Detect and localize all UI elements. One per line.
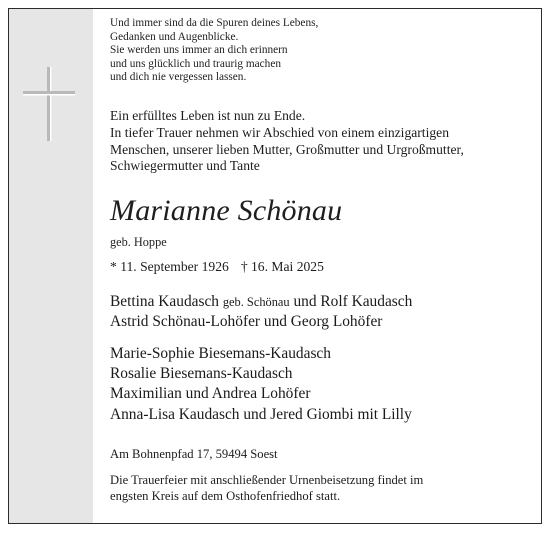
notice-line: Die Trauerfeier mit anschließender Urnenbeisetzung findet im [110,473,424,487]
grandchild-line: Rosalie Biesemans-Kaudasch [110,365,293,383]
poem-line: Sie werden uns immer an dich erinnern [110,44,288,57]
family-partner: und Rolf Kaudasch [293,293,413,310]
death-date: † 16. Mai 2025 [240,259,324,274]
poem-line: und uns glücklich und traurig machen [110,57,281,70]
grandchild-line: Anna-Lisa Kaudasch und Jered Giombi mit Lilly [110,405,412,423]
family-line [110,292,412,312]
deceased-name: Marianne Schönau [110,194,343,227]
family-maiden-note: geb. Schönau [222,295,290,309]
notice-line: engsten Kreis auf dem Osthofenfriedhof statt. [110,489,341,503]
cross-icon [23,67,75,141]
obituary-frame [8,8,542,524]
family-list [110,292,412,332]
intro-line: Ein erfülltes Leben ist nun zu Ende. [110,108,306,123]
maiden-name: geb. Hoppe [110,235,167,249]
poem-line: Gedanken und Augenblicke. [110,30,239,43]
intro-line: In tiefer Trauer nehmen wir Abschied von einem einzigartigen [110,124,449,140]
left-decorative-band [9,9,93,523]
poem [110,17,318,85]
birth-date: * 11. September 1926 [110,259,229,274]
grandchild-line: Marie-Sophie Biesemans-Kaudasch [110,345,331,362]
family-line: Astrid Schönau-Lohöfer und Georg Lohöfer [110,313,383,330]
grandchild-line: Maximilian und Andrea Lohöfer [110,385,311,403]
intro-text [110,108,464,175]
poem-line: und dich nie vergessen lassen. [110,71,247,84]
intro-line: Menschen, unserer lieben Mutter, Großmutter und Urgroßmutter, [110,141,464,157]
funeral-notice [110,472,423,504]
family-name: Bettina Kaudasch [110,293,219,310]
intro-line: Schwiegermutter und Tante [110,158,260,174]
poem-line: Und immer sind da die Spuren deines Lebens, [110,17,319,29]
life-dates [110,259,324,275]
address: Am Bohnenpfad 17, 59494 Soest [110,447,278,461]
grandchildren-list [110,344,412,425]
